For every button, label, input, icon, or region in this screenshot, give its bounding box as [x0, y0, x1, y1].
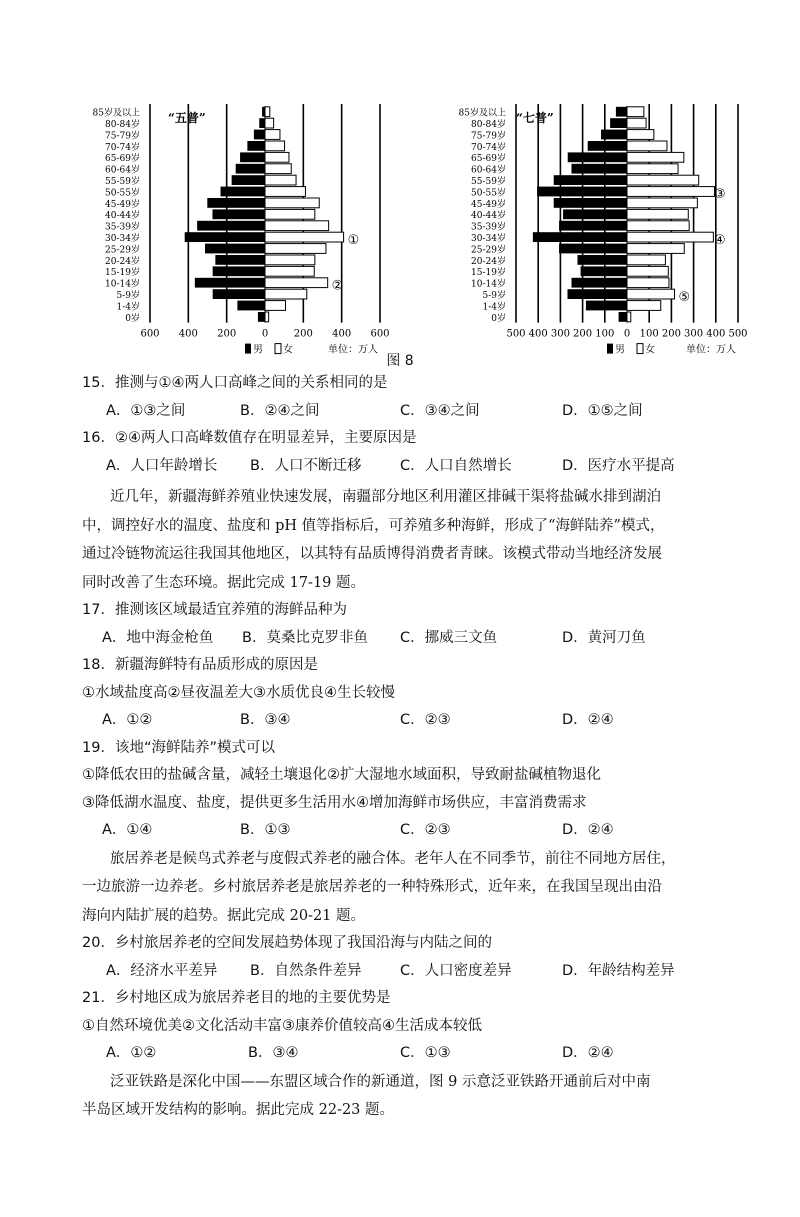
bar-female: [265, 175, 296, 185]
q17-option-c[interactable]: C．挪威三文鱼: [400, 629, 498, 646]
bar-female: [265, 164, 291, 174]
age-label: 5-9岁: [482, 291, 506, 301]
bar-female: [265, 198, 319, 208]
passage-1-line: 同时改善了生态环境。据此完成 17-19 题。: [82, 574, 366, 591]
passage-3-line: 半岛区域开发结构的影响。据此完成 22-23 题。: [82, 1102, 395, 1118]
age-label: 75-79岁: [105, 131, 140, 142]
bar-male: [212, 209, 265, 219]
q19-stem: 19．该地“海鲜陆养”模式可以: [82, 739, 275, 756]
age-label: 50-55岁: [471, 188, 506, 199]
q21-option-c[interactable]: C．①③: [400, 1045, 451, 1061]
q16-options: [82, 453, 722, 481]
age-label: 0岁: [125, 313, 140, 324]
q21-option-b[interactable]: B．③④: [248, 1045, 299, 1061]
bar-male: [259, 118, 265, 128]
bar-female: [627, 107, 644, 117]
q16-stem: 16．②④两人口高峰数值存在明显差异，主要原因是: [82, 430, 417, 446]
q15-stem: 15．推测与①④两人口高峰之间的关系相同的是: [82, 375, 388, 391]
bar-male: [195, 278, 265, 288]
q20-option-c[interactable]: C．人口密度差异: [400, 962, 512, 979]
legend-male-label: 男: [615, 344, 625, 356]
x-tick-label: 200: [217, 328, 237, 340]
bar-male: [236, 164, 265, 174]
pyramid-svg-wupu: [82, 100, 392, 356]
bar-female: [265, 255, 315, 265]
bar-male: [185, 232, 265, 242]
passage-1-line: 中，调控好水的温度、盐度和 pH 值等指标后，可养殖多种海鲜，形成了“海鲜陆养”模式，: [82, 517, 665, 534]
q20-options: [82, 958, 722, 986]
age-label: 1-4岁: [116, 302, 140, 313]
x-tick-label: 600: [370, 328, 390, 340]
bar-male: [213, 289, 265, 299]
bar-male: [537, 187, 627, 197]
age-label: 55-59岁: [105, 177, 140, 187]
q18-option-a[interactable]: A．①②: [102, 712, 153, 728]
q20-option-a[interactable]: A．经济水平差异: [106, 962, 218, 979]
bar-female: [627, 266, 668, 276]
bar-male: [247, 141, 265, 151]
age-label: 25-29岁: [105, 245, 140, 256]
bar-male: [258, 312, 265, 322]
passage-2-line: 海向内陆扩展的趋势。据此完成 20-21 题。: [82, 907, 366, 924]
bar-male: [240, 152, 265, 162]
pyramid-svg-qipu: [446, 100, 756, 356]
q18-option-b[interactable]: B．③④: [240, 712, 291, 728]
bar-male: [554, 198, 627, 208]
bar-male: [207, 198, 265, 208]
age-label: 0岁: [491, 313, 506, 324]
x-tick-label: 600: [140, 328, 160, 340]
q17-stem: 17．推测该区域最适宜养殖的海鲜品种为: [82, 602, 347, 618]
q19-option-d[interactable]: D．②④: [562, 822, 614, 838]
x-tick-label: 300: [684, 328, 704, 340]
bar-female: [265, 289, 307, 299]
age-label: 5-9岁: [116, 291, 140, 301]
x-tick-label: 400: [706, 328, 726, 340]
age-label: 30-34岁: [105, 234, 140, 244]
pyramid-chart-qipu: [446, 100, 756, 356]
q16-option-c[interactable]: C．人口自然增长: [400, 457, 512, 474]
legend-female-label: 女: [645, 344, 655, 356]
q16-option-b[interactable]: B．人口不断迁移: [250, 457, 362, 474]
bar-female: [627, 312, 631, 322]
bar-male: [197, 221, 265, 231]
bar-female: [627, 198, 697, 208]
q18-option-c[interactable]: C．②③: [400, 712, 451, 728]
bar-male: [577, 255, 627, 265]
q16-option-d[interactable]: D．医疗水平提高: [562, 457, 675, 474]
figure-caption: 图 8: [386, 353, 414, 369]
bar-female: [265, 141, 285, 151]
age-label: 10-14岁: [105, 279, 140, 290]
q18-option-d[interactable]: D．②④: [562, 712, 614, 728]
q19-option-a[interactable]: A．①④: [102, 822, 153, 838]
bar-female: [265, 221, 329, 231]
bar-female: [627, 278, 669, 288]
bar-female: [627, 289, 675, 299]
bar-female: [265, 278, 328, 288]
x-tick-label: 0: [623, 328, 631, 340]
q19-item-line: ①降低农田的盐碱含量，减轻土壤退化②扩大湿地水域面积，导致耐盐碱植物退化: [82, 767, 601, 783]
q21-options: [82, 1040, 722, 1068]
legend-male-label: 男: [253, 344, 263, 356]
q16-option-a[interactable]: A．人口年龄增长: [106, 457, 218, 474]
q19-item-line: ③降低湖水温度、盐度，提供更多生活用水④增加海鲜市场供应，丰富消费需求: [82, 794, 587, 811]
annotation-label: ③: [714, 187, 726, 203]
passage-3-line: 泛亚铁路是深化中国——东盟区域合作的新通道，图 9 示意泛亚铁路开通前后对中南: [110, 1073, 651, 1090]
bar-female: [265, 232, 344, 242]
bar-female: [627, 175, 699, 185]
age-label: 70-74岁: [105, 142, 140, 153]
x-tick-label: 400: [528, 328, 548, 340]
bar-female: [627, 232, 713, 242]
unit-label: 单位：万人: [686, 344, 736, 356]
x-tick-label: 100: [639, 328, 659, 340]
q15-option-c[interactable]: C．③④之间: [400, 402, 480, 419]
age-label: 55-59岁: [471, 177, 506, 187]
age-label: 15-19岁: [105, 268, 140, 279]
passage-2-line: 旅居养老是候鸟式养老与度假式养老的融合体。老年人在不同季节，前往不同地方居住，: [110, 850, 676, 867]
bar-female: [627, 118, 646, 128]
annotation-label: ②: [331, 278, 344, 294]
bar-female: [627, 301, 661, 311]
age-label: 30-34岁: [471, 234, 506, 244]
age-label: 60-64岁: [471, 165, 506, 176]
age-label: 40-44岁: [471, 211, 506, 222]
q18-options: [82, 707, 722, 735]
age-label: 80-84岁: [471, 120, 506, 130]
bar-male: [213, 266, 265, 276]
x-tick-label: 200: [661, 328, 681, 340]
age-label: 60-64岁: [105, 165, 140, 176]
q18-items: ①水域盐度高②昼夜温差大③水质优良④生长较慢: [82, 684, 395, 701]
age-label: 65-69岁: [471, 154, 506, 165]
age-label: 15-19岁: [471, 268, 506, 279]
x-tick-label: 0: [261, 328, 269, 340]
chart-title: “七普”: [516, 111, 554, 125]
bar-female: [627, 255, 665, 265]
q17-options: [82, 625, 722, 653]
age-label: 50-55岁: [105, 188, 140, 199]
bar-female: [265, 118, 274, 128]
x-tick-label: 300: [550, 328, 570, 340]
question-content: [82, 370, 722, 1125]
chart-title: “五普”: [168, 111, 206, 125]
bar-female: [627, 141, 667, 151]
bar-female: [627, 187, 714, 197]
bar-female: [627, 209, 688, 219]
age-label: 40-44岁: [105, 211, 140, 222]
bar-male: [205, 244, 265, 254]
q21-option-d[interactable]: D．②④: [562, 1045, 614, 1061]
q19-options: [82, 817, 722, 845]
bar-female: [265, 301, 286, 311]
x-tick-label: 500: [506, 328, 526, 340]
x-tick-label: 400: [332, 328, 352, 340]
bar-male: [568, 152, 627, 162]
bar-female: [265, 312, 269, 322]
bar-male: [215, 255, 265, 265]
annotation-label: ④: [714, 232, 726, 248]
q17-option-a[interactable]: A．地中海金枪鱼: [102, 629, 214, 646]
q20-option-b[interactable]: B．自然条件差异: [250, 962, 362, 979]
q20-option-d[interactable]: D．年龄结构差异: [562, 962, 675, 979]
bar-male: [586, 301, 627, 311]
q19-option-b[interactable]: B．①③: [240, 822, 291, 838]
age-label: 65-69岁: [105, 154, 140, 165]
bar-female: [627, 244, 684, 254]
bar-male: [232, 175, 265, 185]
q21-items: ①自然环境优美②文化活动丰富③康养价值较高④生活成本较低: [82, 1017, 482, 1034]
q21-option-a[interactable]: A．①②: [106, 1045, 157, 1061]
q17-option-b[interactable]: B．莫桑比克罗非鱼: [242, 629, 368, 646]
q15-option-b[interactable]: B．②④之间: [240, 402, 320, 419]
x-tick-label: 500: [728, 328, 748, 340]
x-tick-label: 200: [573, 328, 593, 340]
x-tick-label: 100: [595, 328, 615, 340]
bar-female: [265, 152, 289, 162]
bar-male: [554, 175, 627, 185]
age-label: 80-84岁: [105, 120, 140, 130]
bar-male: [619, 312, 627, 322]
bar-female: [627, 164, 678, 174]
unit-label: 单位：万人: [328, 344, 378, 356]
passage-3: [82, 1068, 722, 1125]
age-label: 75-79岁: [471, 131, 506, 142]
legend-female-label: 女: [283, 344, 293, 356]
q15-option-a[interactable]: A．①③之间: [106, 402, 186, 419]
bar-female: [265, 244, 326, 254]
x-tick-label: 400: [178, 328, 198, 340]
q15-option-d[interactable]: D．①⑤之间: [562, 402, 643, 419]
age-label: 25-29岁: [471, 245, 506, 256]
age-label: 20-24岁: [471, 256, 506, 267]
bar-male: [559, 221, 627, 231]
q18-stem: 18．新疆海鲜特有品质形成的原因是: [82, 657, 318, 673]
passage-2: [82, 845, 722, 931]
passage-2-line: 一边旅游一边养老。乡村旅居养老是旅居养老的一种特殊形式，近年来，在我国呈现出由沿: [82, 879, 662, 895]
age-label: 45-49岁: [105, 199, 140, 210]
passage-1: [82, 483, 722, 597]
pyramid-chart-wupu: [82, 100, 392, 356]
age-label: 85岁及以上: [92, 108, 140, 119]
bar-male: [581, 266, 627, 276]
bar-male: [237, 301, 265, 311]
bar-male: [568, 289, 627, 299]
age-label: 70-74岁: [471, 142, 506, 153]
bar-female: [627, 221, 689, 231]
q17-option-d[interactable]: D．黄河刀鱼: [562, 629, 646, 646]
passage-1-line: 近几年，新疆海鲜养殖业快速发展，南疆部分地区利用灌区排碱干渠将盐碱水排到湖泊: [110, 489, 661, 505]
bar-male: [616, 107, 627, 117]
bar-female: [627, 130, 654, 140]
age-label: 10-14岁: [471, 279, 506, 290]
bar-female: [265, 107, 270, 117]
q20-stem: 20．乡村旅居养老的空间发展趋势体现了我国沿海与内陆之间的: [82, 935, 492, 951]
bar-male: [533, 232, 627, 242]
bar-male: [572, 164, 628, 174]
bar-female: [265, 266, 314, 276]
age-label: 85岁及以上: [458, 108, 506, 119]
annotation-label: ①: [347, 232, 360, 248]
bar-male: [572, 278, 628, 288]
bar-male: [559, 244, 627, 254]
bar-female: [265, 187, 305, 197]
q15-options: [82, 398, 722, 426]
age-label: 35-39岁: [105, 222, 140, 233]
bar-male: [563, 209, 627, 219]
bar-male: [254, 130, 265, 140]
bar-male: [610, 118, 627, 128]
q19-option-c[interactable]: C．②③: [400, 822, 451, 838]
bar-female: [265, 209, 315, 219]
q21-stem: 21．乡村地区成为旅居养老目的地的主要优势是: [82, 990, 391, 1006]
bar-male: [601, 130, 627, 140]
passage-1-line: 通过冷链物流运往我国其他地区，以其特有品质博得消费者青睐。该模式带动当地经济发展: [82, 546, 662, 562]
x-tick-label: 200: [293, 328, 313, 340]
bar-male: [221, 187, 265, 197]
age-label: 35-39岁: [471, 222, 506, 233]
annotation-label: ⑤: [678, 289, 691, 305]
bar-female: [265, 130, 280, 140]
age-label: 1-4岁: [482, 302, 506, 313]
bar-female: [627, 152, 684, 162]
age-label: 45-49岁: [471, 199, 506, 210]
age-label: 20-24岁: [105, 256, 140, 267]
bar-male: [588, 141, 627, 151]
